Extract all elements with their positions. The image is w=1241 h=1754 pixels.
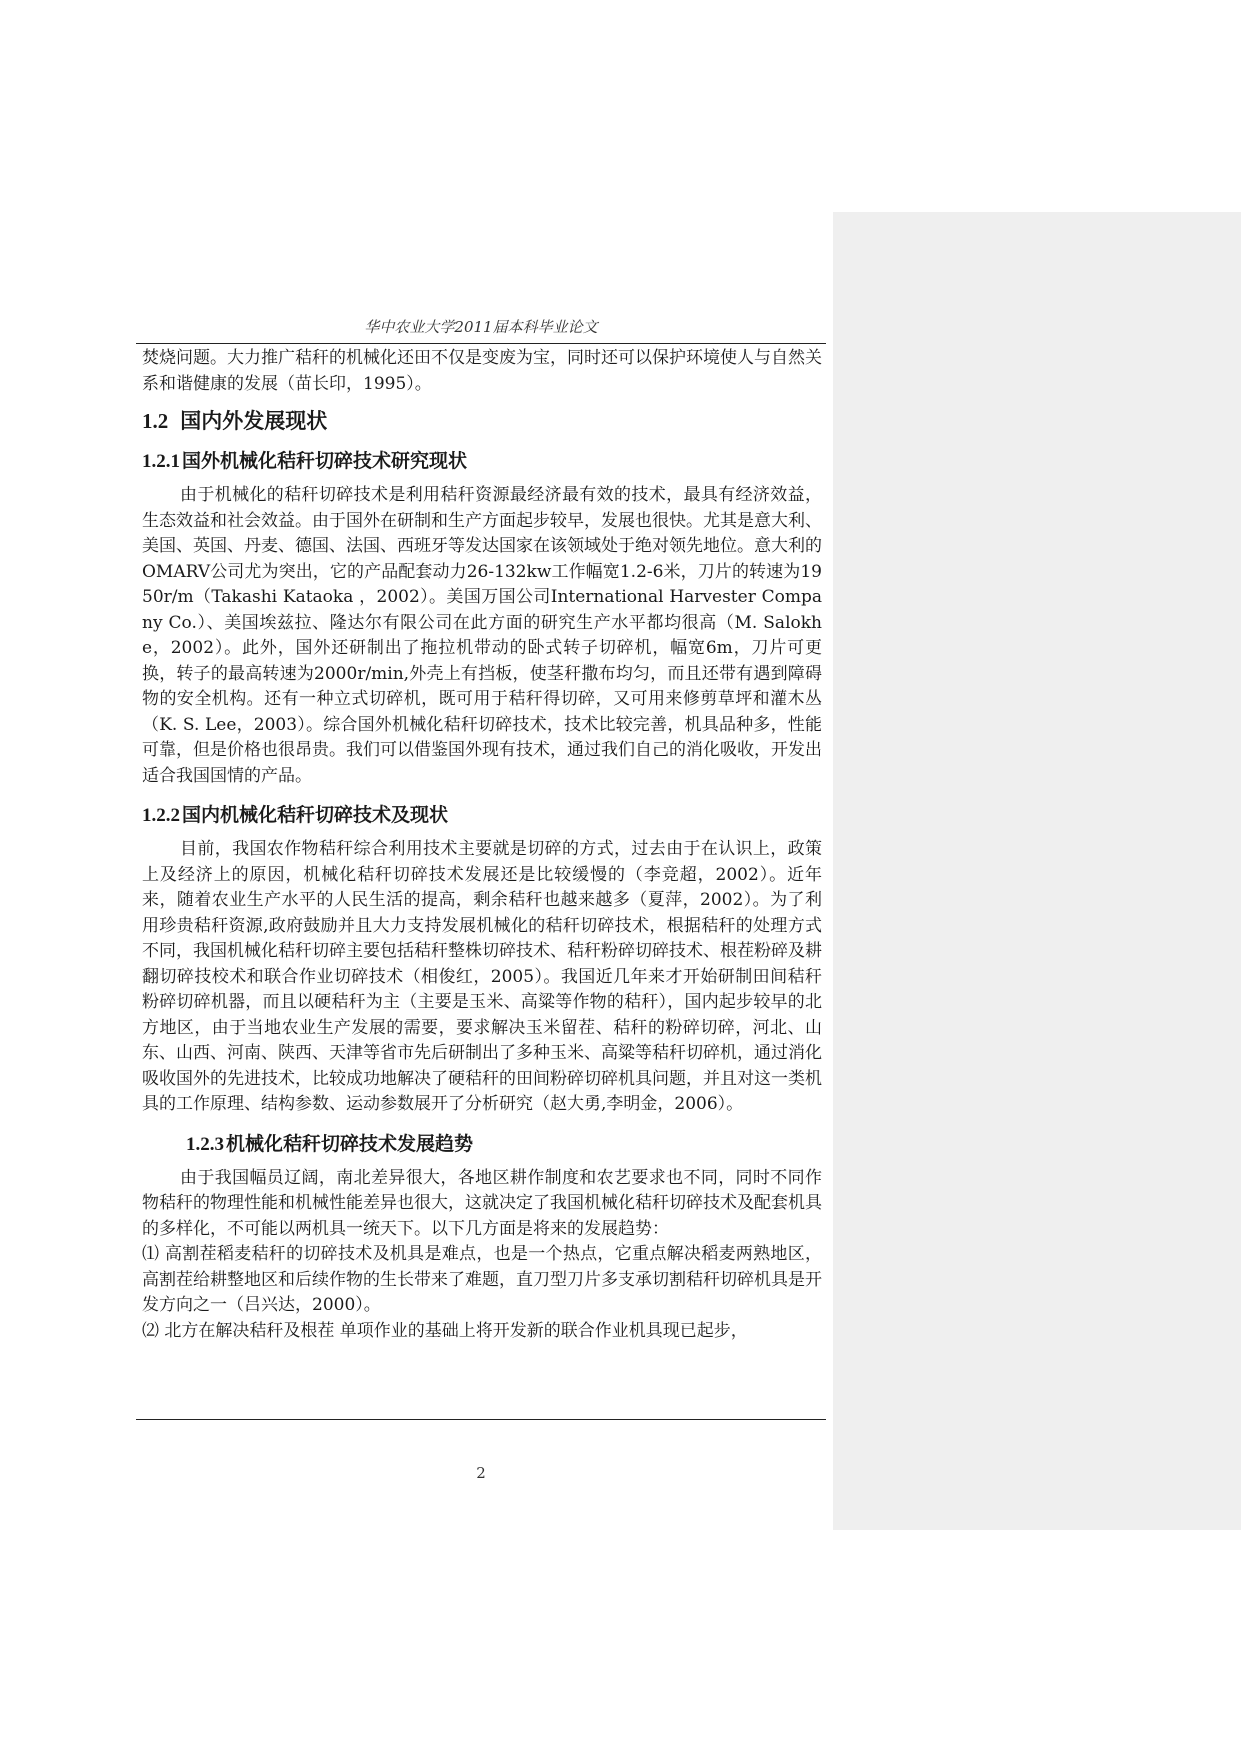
section-number: 1.2.2: [142, 805, 180, 826]
section-heading-1-2-3: [142, 1131, 822, 1158]
paragraph-domestic-status: 目前，我国农作物秸秆综合利用技术主要就是切碎的方式，过去由于在认识上，政策上及经济上的原因，机械化秸秆切碎技术发展还是比较缓慢的（李竞超，2002）。近年来，随着农业生产水平的人民生活的提高，剩余秸秆也越来越多（夏萍，2002）。为了利用珍贵秸秆资源,政府鼓励并且大力支持发展机械化的秸秆切碎技术，根据秸秆的处理方式不同，我国机械化秸秆切碎主要包括秸秆整株切碎技术、秸秆粉碎切碎技术、根茬粉碎及耕翻切碎技校术和联合作业切碎技术（相俊红，2005）。我国近几年来才开始研制田间秸秆粉碎切碎机器，而且以硬秸秆为主（主要是玉米、高粱等作物的秸秆），国内起步较早的北方地区，由于当地农业生产发展的需要，要求解决玉米留茬、秸秆的粉碎切碎，河北、山东、山西、河南、陕西、天津等省市先后研制出了多种玉米、高粱等秸秆切碎机，通过消化吸收国外的先进技术，比较成功地解决了硬秸秆的田间粉碎切碎机具问题，并且对这一类机具的工作原理、结构参数、运动参数展开了分析研究（赵大勇,李明金，2006）。: [142, 839, 822, 1114]
section-number: 1.2: [142, 409, 169, 433]
section-title: 国内外发展现状: [180, 408, 328, 433]
section-number: 1.2.1: [142, 451, 180, 472]
section-heading-1-2-1: [142, 448, 822, 475]
header-rule: [136, 343, 826, 344]
page-body: [142, 346, 822, 1344]
page-number: 2: [476, 1464, 486, 1482]
section-title: 机械化秸秆切碎技术发展趋势: [226, 1132, 474, 1155]
list-item: ⑵ 北方在解决秸秆及根茬 单项作业的基础上将开发新的联合作业机具现已起步，: [142, 1320, 748, 1341]
page-header: 华中农业大学2011届本科毕业论文: [364, 318, 598, 336]
section-title: 国外机械化秸秆切碎技术研究现状: [182, 450, 468, 472]
comment-pane: [833, 212, 1241, 1530]
footer-rule: [136, 1419, 826, 1420]
section-title: 国内机械化秸秆切碎技术及现状: [182, 804, 449, 826]
list-item: ⑴ 高割茬稻麦秸秆的切碎技术及机具是难点，也是一个热点，它重点解决稻麦两熟地区，高割茬给耕整地区和后续作物的生长带来了难题，直刀型刀片多支承切割秸秆切碎机具是开发方向之一（吕兴达，2000）。: [142, 1244, 822, 1315]
intro-continuation: 焚烧问题。大力推广秸秆的机械化还田不仅是变废为宝，同时还可以保护环境使人与自然关系和谐健康的发展（苗长印，1995）。: [142, 348, 822, 394]
paragraph-trends: 由于我国幅员辽阔，南北差异很大，各地区耕作制度和农艺要求也不同，同时不同作物秸秆的物理性能和机械性能差异也很大，这就决定了我国机械化秸秆切碎技术及配套机具的多样化，不可能以两机具一统天下。以下几方面是将来的发展趋势：: [142, 1167, 822, 1239]
section-number: 1.2.3: [186, 1133, 224, 1155]
section-heading-1-2: [142, 407, 822, 435]
paragraph-foreign-status: 由于机械化的秸秆切碎技术是利用秸秆资源最经济最有效的技术，最具有经济效益，生态效益和社会效益。由于国外在研制和生产方面起步较早，发展也很快。尤其是意大利、美国、英国、丹麦、德国、法国、西班牙等发达国家在该领域处于绝对领先地位。意大利的OMARV公司尤为突出，它的产品配套动力26-132kw工作幅宽1.2-6米，刀片的转速为1950r/m（Takashi Kataoka ，2002）。美国万国公司International Harvester Company Co.）、美国埃兹拉、隆达尔有限公司在此方面的研究生产水平都均很高（M. Salokhe，2002）。此外，国外还研制出了拖拉机带动的卧式转子切碎机，幅宽6m，刀片可更换，转子的最高转速为2000r/min,外壳上有挡板，使茎秆撒布均匀，而且还带有遇到障碍物的安全机构。还有一种立式切碎机，既可用于秸秆得切碎，又可用来修剪草坪和灌木丛（K. S. Lee，2003）。综合国外机械化秸秆切碎技术，技术比较完善，机具品种多，性能可靠，但是价格也很昂贵。我们可以借鉴国外现有技术，通过我们自己的消化吸收，开发出适合我国国情的产品。: [142, 485, 822, 786]
section-heading-1-2-2: [142, 802, 822, 829]
